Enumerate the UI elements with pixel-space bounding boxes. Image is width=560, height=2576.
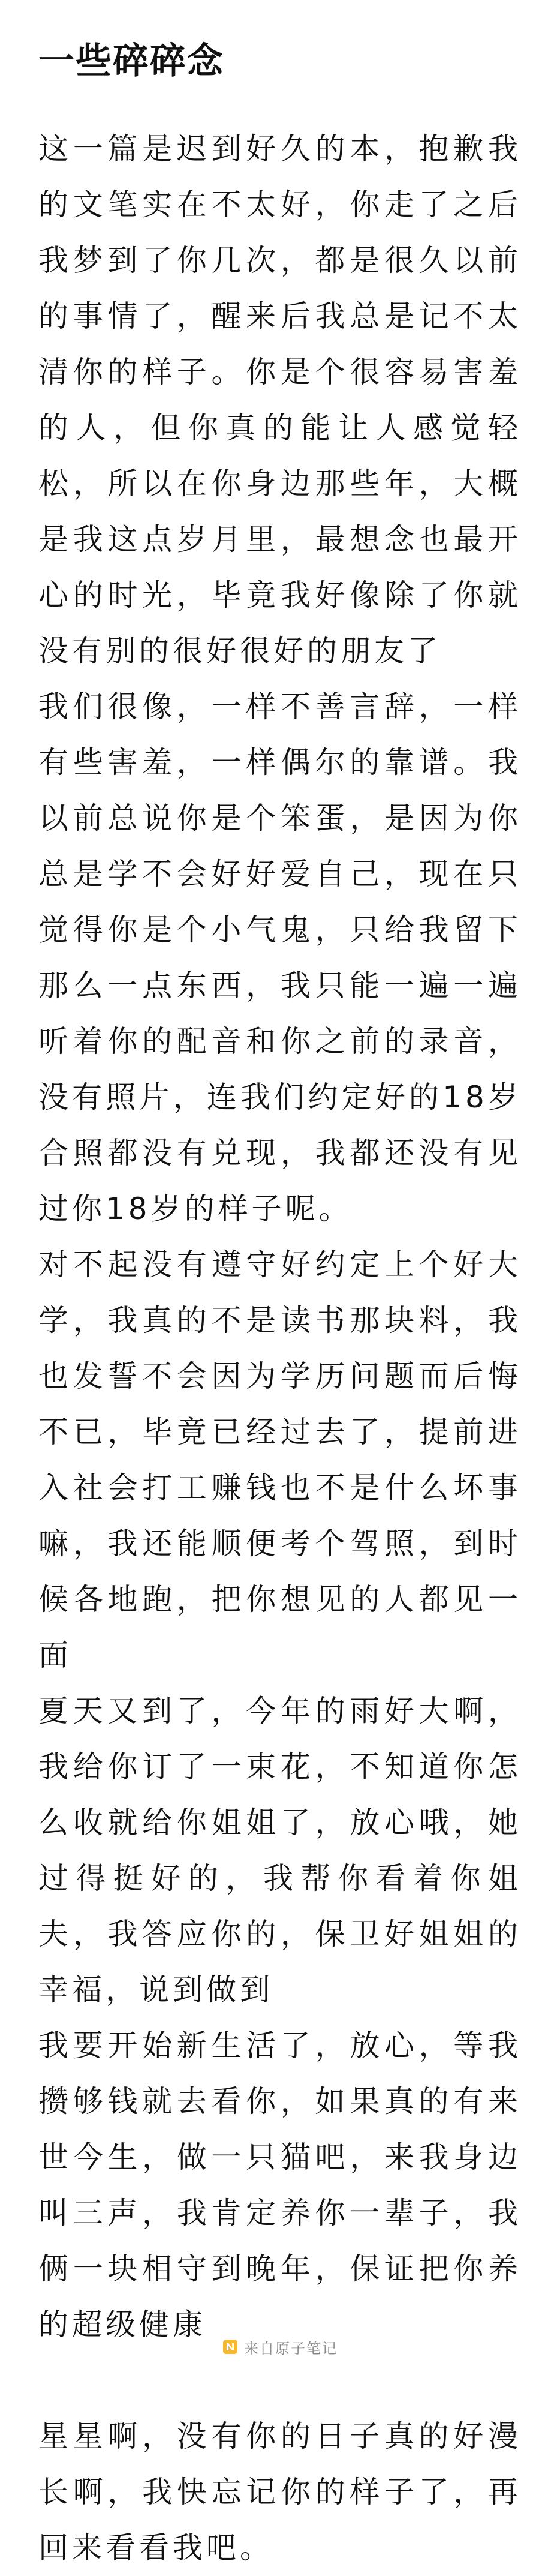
- note-paragraph-2: 我们很像，一样不善言辞，一样有些害羞，一样偶尔的靠谱。我以前总说你是个笨蛋，是因为你总是学不会好好爱自己，现在只觉得你是个小气鬼，只给我留下那么一点东西，我只能一遍一遍听着你的配音和你之前的录音，没有照片，连我们约定好的18岁合照都没有兑现，我都还没有见过你18岁的样子呢。: [38, 689, 522, 1226]
- note-title: 一些碎碎念: [38, 40, 224, 82]
- note-paragraph-3: 对不起没有遵守好约定上个好大学，我真的不是读书那块料，我也发誓不会因为学历问题而后悔不已，毕竟已经过去了，提前进入社会打工赚钱也不是什么坏事嘛，我还能顺便考个驾照，到时候各地跑，把你想见的人都见一面: [38, 1247, 522, 1673]
- note-paragraph-5: 我要开始新生活了，放心，等我攒够钱就去看你，如果真的有来世今生，做一只猫吧，来我身边叫三声，我肯定养你一辈子，我俩一块相守到晚年，保证把你养的超级健康: [38, 2028, 522, 2342]
- note-paragraph-4: 夏天又到了，今年的雨好大啊，我给你订了一束花，不知道你怎么收就给你姐姐了，放心哦，她过得挺好的，我帮你看着你姐夫，我答应你的，保卫好姐姐的幸福，说到做到: [38, 1694, 522, 2007]
- note-app-logo-icon: [222, 2339, 238, 2355]
- note-paragraph-1: 这一篇是迟到好久的本，抱歉我的文笔实在不太好，你走了之后我梦到了你几次，都是很久以前的事情了，醒来后我总是记不太清你的样子。你是个很容易害羞的人，但你真的能让人感觉轻松，所以在你身边那些年，大概是我这点岁月里，最想念也最开心的时光，毕竟我好像除了你就没有别的很好很好的朋友了: [38, 131, 522, 668]
- note-paragraph-6: 星星啊，没有你的日子真的好漫长啊，我快忘记你的样子了，再回来看看我吧。: [38, 2419, 522, 2565]
- paragraph-spacer: [38, 2353, 522, 2409]
- app-footer: [0, 2335, 560, 2359]
- footer-source-text: 来自原子笔记: [244, 2340, 338, 2357]
